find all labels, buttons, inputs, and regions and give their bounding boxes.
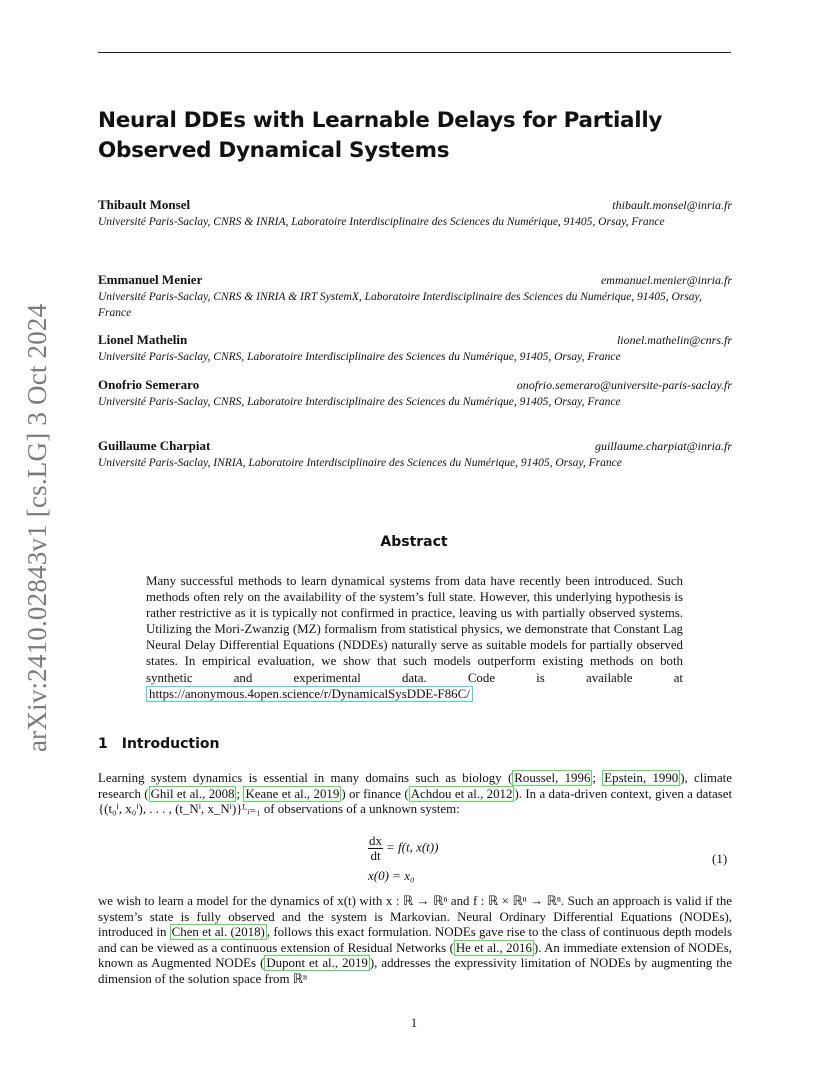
author-block [98,332,732,366]
equation-number: (1) [712,851,728,866]
text-run: ). An immediate extension of NODEs, known as Augmented NODEs ( [98,940,732,971]
citation-link[interactable]: Dupont et al., 2019 [266,956,368,971]
equation-line-2: x(0) = x₀ [368,868,415,883]
page-number: 1 [410,1016,418,1030]
author-name: Lionel Mathelin [98,332,188,347]
author-block [98,377,732,411]
section-number: 1 [98,736,108,752]
citation-link[interactable]: Epstein, 1990 [604,771,679,785]
citation-link[interactable]: Chen et al. (2018) [171,925,265,940]
author-affiliation: Université Paris-Saclay, CNRS & INRIA & IRT SystemX, Laboratoire Interdisciplinaire des Sciences du Numérique, 91405, Orsay, France [98,291,702,319]
author-name: Emmanuel Menier [98,272,203,287]
author-email[interactable]: guillaume.charpiat@inria.fr [594,439,732,453]
text-run: , follows this exact formulation. NODEs gave rise to the class of continuous depth models and can be viewed as a continuous extension of Residual Networks ( [98,925,732,955]
text-run: ; [592,771,603,785]
author-name: Guillaume Charpiat [98,438,211,453]
abstract-body [146,573,683,702]
dataset-notation: {(t₀ⁱ, x₀ⁱ), . . . , (t_Nⁱ, x_Nⁱ)}ᴸᵢ₌₁ [98,802,261,817]
text-run: Learning system dynamics is essential in many domains such as biology ( [98,771,513,785]
author-email[interactable]: thibault.monsel@inria.fr [612,198,732,212]
text-run: we wish to learn a model for the dynamics of x(t) with x : ℝ → ℝⁿ and f : ℝ × ℝⁿ → ℝⁿ. Such an approach is valid if the system’s state is fully observed and the system is Markovian. Neural Ordinary Differential Equations (NODEs), introduced in [98,894,732,940]
author-email[interactable]: lionel.mathelin@cnrs.fr [616,333,732,347]
citation-link[interactable]: Achdou et al., 2012 [410,786,513,801]
arxiv-stamp: arXiv:2410.02843v1 [cs.LG] 3 Oct 2024 [22,303,52,752]
author-affiliation: Université Paris-Saclay, CNRS & INRIA, Laboratoire Interdisciplinaire des Sciences du Numérique, 91405, Orsay, France [98,216,665,228]
equation-rhs: = f(t, x(t)) [386,839,439,855]
author-block [98,272,732,321]
section-title: Introduction [121,736,220,752]
citation-link[interactable]: Roussel, 1996 [514,771,591,785]
author-block [98,197,732,231]
author-affiliation: Université Paris-Saclay, INRIA, Laboratoire Interdisciplinaire des Sciences du Numérique, 91405, Orsay, France [98,457,622,469]
text-run: ), climate research ( [98,771,732,801]
citation-link[interactable]: Ghil et al., 2008 [150,786,235,801]
top-rule [98,52,731,53]
section-heading [98,736,220,752]
derivative-fraction [368,834,383,863]
text-run: ; [236,786,244,801]
paper-title: Neural DDEs with Learnable Delays for Partially Observed Dynamical Systems [98,108,663,163]
author-block [98,438,732,472]
abstract-heading: Abstract [380,534,448,550]
fraction-denominator: dt [370,848,381,863]
author-name: Onofrio Semeraro [98,377,200,392]
text-run: ) or finance ( [341,786,409,801]
author-affiliation: Université Paris-Saclay, CNRS, Laboratoire Interdisciplinaire des Sciences du Numérique, 91405, Orsay, France [98,351,621,363]
text-run: ). In a data-driven context, given a dataset [514,786,733,801]
author-email[interactable]: emmanuel.menier@inria.fr [600,273,732,287]
intro-paragraph-2 [98,894,732,988]
text-run: of observations of a unknown system: [260,802,460,817]
citation-link[interactable]: He et al., 2016 [455,940,532,955]
equation-line-1 [368,834,438,863]
intro-paragraph-1 [98,771,732,818]
author-email[interactable]: onofrio.semeraro@universite-paris-saclay.fr [516,378,732,392]
citation-link[interactable]: Keane et al., 2019 [245,786,340,801]
abstract-text: Many successful methods to learn dynamical systems from data have recently been introduced. Such methods often rely on the availability of the system’s full state. However, this underlying hypothesis is rather restrictive as it is typically not confirmed in practice, leaving us with partially observed systems. Utilizing the Mori-Zwanzig (MZ) formalism from statistical physics, we demonstrate that Constant Lag Neural Delay Differential Equations (NDDEs) naturally serve as suitable models for partially observed states. In empirical evaluation, we show that such models outperform existing methods on both synthetic and experimental data. Code is available at [146,574,683,685]
author-name: Thibault Monsel [98,197,191,212]
fraction-numerator: dx [369,833,382,848]
text-run: ), addresses the expressivity limitation of NODEs by augmenting the dimension of the solution space from ℝⁿ [98,956,732,986]
code-link[interactable]: https://anonymous.4open.science/r/DynamicalSysDDE-F86C/ [146,686,473,702]
author-affiliation: Université Paris-Saclay, CNRS, Laboratoire Interdisciplinaire des Sciences du Numérique, 91405, Orsay, France [98,396,621,408]
